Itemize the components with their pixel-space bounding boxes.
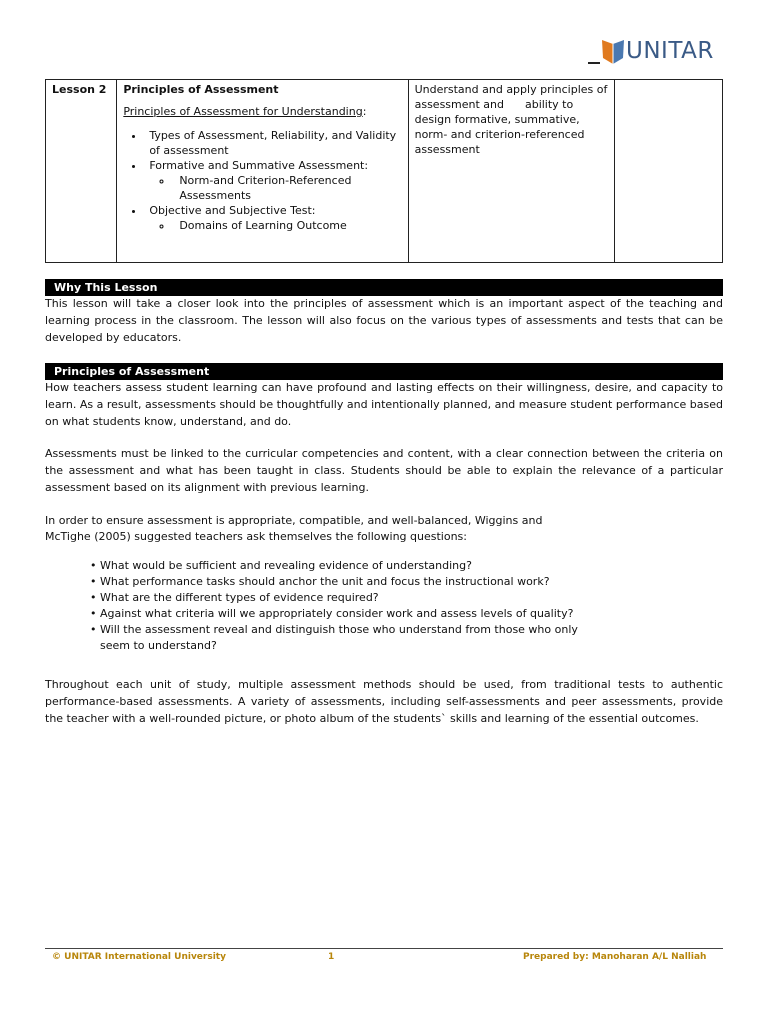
unitar-logo bbox=[588, 36, 738, 70]
question-item: • Will the assessment reveal and distinguish those who understand from those who only seem to understand? bbox=[90, 622, 610, 654]
topic-subtitle: Principles of Assessment for Understanding bbox=[123, 105, 363, 118]
topic-item-label: Formative and Summative Assessment: bbox=[149, 159, 369, 172]
principles-para-1: How teachers assess student learning can have profound and lasting effects on their willingness, desire, and capacity to learn. As a result, assessments should be thoughtfully and intentionally planned, and measure student performance based on what students know, understand, and do. bbox=[45, 381, 723, 428]
topic-subtitle-colon: : bbox=[362, 105, 367, 118]
question-item: • What performance tasks should anchor the unit and focus the instructional work? bbox=[90, 574, 610, 590]
lesson-table bbox=[45, 79, 723, 263]
footer-divider bbox=[45, 948, 723, 949]
topic-list bbox=[123, 128, 401, 233]
principles-heading: Principles of Assessment bbox=[45, 363, 723, 380]
topic-item bbox=[145, 158, 401, 203]
book-icon bbox=[600, 38, 626, 66]
topic-title: Principles of Assessment bbox=[123, 83, 279, 96]
principles-para-2: Assessments must be linked to the curricular competencies and content, with a clear connection between the criteria on the assessment and what has been taught in class. Students should be able to explain the relevance of a particular assessment based on its alignment with previous learning. bbox=[45, 447, 723, 494]
question-list bbox=[90, 558, 610, 654]
topic-subtitle-line bbox=[123, 104, 401, 119]
question-item: • Against what criteria will we appropriately consider work and assess levels of quality? bbox=[90, 606, 610, 622]
footer-prepared-by: Prepared by: Manoharan A/L Nalliah bbox=[523, 952, 707, 962]
learning-outcome: Understand and apply principles of assessment and ability to design formative, summative, norm- and criterion-referenced assessment bbox=[408, 80, 614, 263]
lesson-label: Lesson 2 bbox=[46, 80, 117, 263]
why-text: This lesson will take a closer look into the principles of assessment which is an important aspect of the teaching and learning process in the classroom. The lesson will also focus on the various types of assessments and tests that can be developed by educators. bbox=[45, 297, 723, 344]
topic-item bbox=[145, 203, 401, 233]
logo-text: UNITAR bbox=[626, 38, 714, 64]
topic-cell bbox=[117, 80, 408, 263]
extra-cell bbox=[614, 80, 723, 263]
why-heading: Why This Lesson bbox=[45, 279, 723, 296]
topic-subitem: ◦ Norm-and Criterion-Referenced Assessments bbox=[173, 173, 401, 203]
question-item: • What would be sufficient and revealing evidence of understanding? bbox=[90, 558, 610, 574]
logo-dash bbox=[588, 62, 600, 64]
principles-para-3-line-2: McTighe (2005) suggested teachers ask themselves the following questions: bbox=[45, 530, 467, 543]
topic-sublist bbox=[149, 173, 401, 203]
question-item: • What are the different types of evidence required? bbox=[90, 590, 610, 606]
topic-item: • Types of Assessment, Reliability, and Validity of assessment bbox=[145, 128, 401, 158]
topic-subitem: ◦ Domains of Learning Outcome bbox=[173, 218, 401, 233]
topic-sublist bbox=[149, 218, 401, 233]
footer-page-number: 1 bbox=[328, 952, 335, 962]
lesson-row bbox=[46, 80, 723, 263]
principles-para-4: Throughout each unit of study, multiple assessment methods should be used, from traditional tests to authentic performance-based assessments. A variety of assessments, including self-assessments and peer assessments, provide the teacher with a well-rounded picture, or photo album of the students` skills and learning of the essential outcomes. bbox=[45, 678, 723, 725]
principles-para-3-line-1: In order to ensure assessment is appropriate, compatible, and well-balanced, Wiggins and bbox=[45, 514, 543, 527]
topic-item-label: Objective and Subjective Test: bbox=[149, 204, 316, 217]
footer-copyright: © UNITAR International University bbox=[52, 952, 226, 962]
